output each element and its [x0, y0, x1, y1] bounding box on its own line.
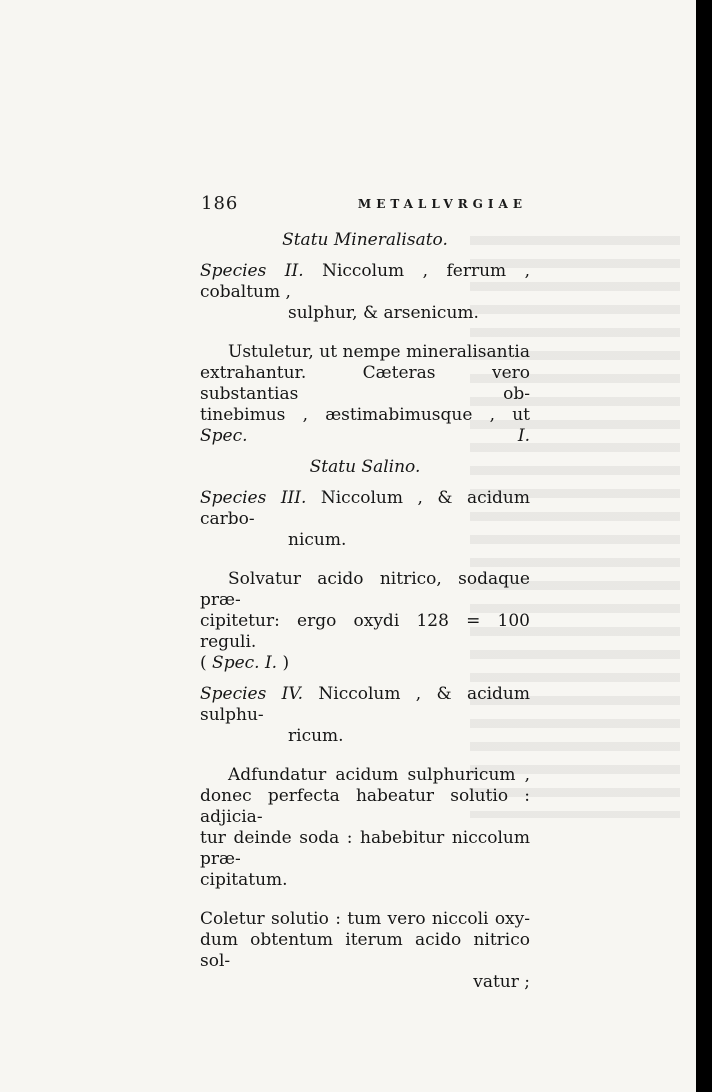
species-3-label: Species III.: [200, 488, 307, 508]
species-2-line2: sulphur, & arsenicum.: [288, 303, 479, 323]
catchword: vatur ;: [473, 972, 530, 992]
species-2-block: [200, 261, 530, 324]
section-heading-mineralisato: Statu Mineralisato.: [282, 230, 448, 250]
body-text: [200, 230, 530, 993]
species-4-label: Species IV.: [200, 684, 304, 704]
para-2-reference: Spec. I.: [212, 653, 278, 673]
para-3-line1: Adfundatur acidum sulphuricum ,: [228, 765, 530, 785]
para-1-line1: Ustuletur, ut nempe mineralisantia: [228, 342, 530, 362]
para-2-paren-open: (: [200, 653, 207, 673]
para-2-line1: Solvatur acido nitrico, sodaque præ-: [200, 569, 530, 610]
species-3-block: [200, 488, 530, 551]
paragraph-adfundatur: [200, 765, 530, 891]
para-4-line1: Coletur solutio : tum vero niccoli oxy-: [200, 909, 530, 929]
para-3-line2: donec perfecta habeatur solutio : adjicia-: [200, 786, 530, 827]
para-1-line3: tinebimus , æstimabimusque , ut: [200, 405, 530, 425]
para-2-line2: cipitetur: ergo oxydi 128 = 100 reguli.: [200, 611, 530, 652]
para-2-paren-close: ): [282, 653, 290, 673]
para-3-line3: tur deinde soda : habebitur niccolum præ-: [200, 828, 530, 869]
scan-edge: [696, 0, 712, 1092]
para-1-reference: Spec. I.: [200, 426, 530, 446]
section-heading-salino: Statu Salino.: [309, 457, 421, 477]
para-4-line2: dum obtentum iterum acido nitrico sol-: [200, 930, 530, 971]
species-4-line2: ricum.: [288, 726, 344, 746]
species-2-label: Species II.: [200, 261, 304, 281]
paragraph-solvatur: [200, 569, 530, 674]
species-3-line2: nicum.: [288, 530, 347, 550]
species-3-line1: Niccolum , & acidum carbo-: [200, 488, 531, 529]
paragraph-ustuletur: [200, 342, 530, 447]
para-1-line2: extrahantur. Cæteras vero substantias ob-: [200, 363, 530, 404]
species-4-block: [200, 684, 530, 747]
paragraph-coletur: [200, 909, 530, 993]
page-header: [201, 193, 527, 217]
species-2-line1: Niccolum , ferrum , cobaltum ,: [200, 261, 530, 302]
species-4-line1: Niccolum , & acidum sulphu-: [200, 684, 530, 725]
running-head: METALLVRGIAE: [357, 197, 527, 211]
para-3-line4: cipitatum.: [200, 870, 288, 890]
page-number: 186: [201, 193, 239, 214]
